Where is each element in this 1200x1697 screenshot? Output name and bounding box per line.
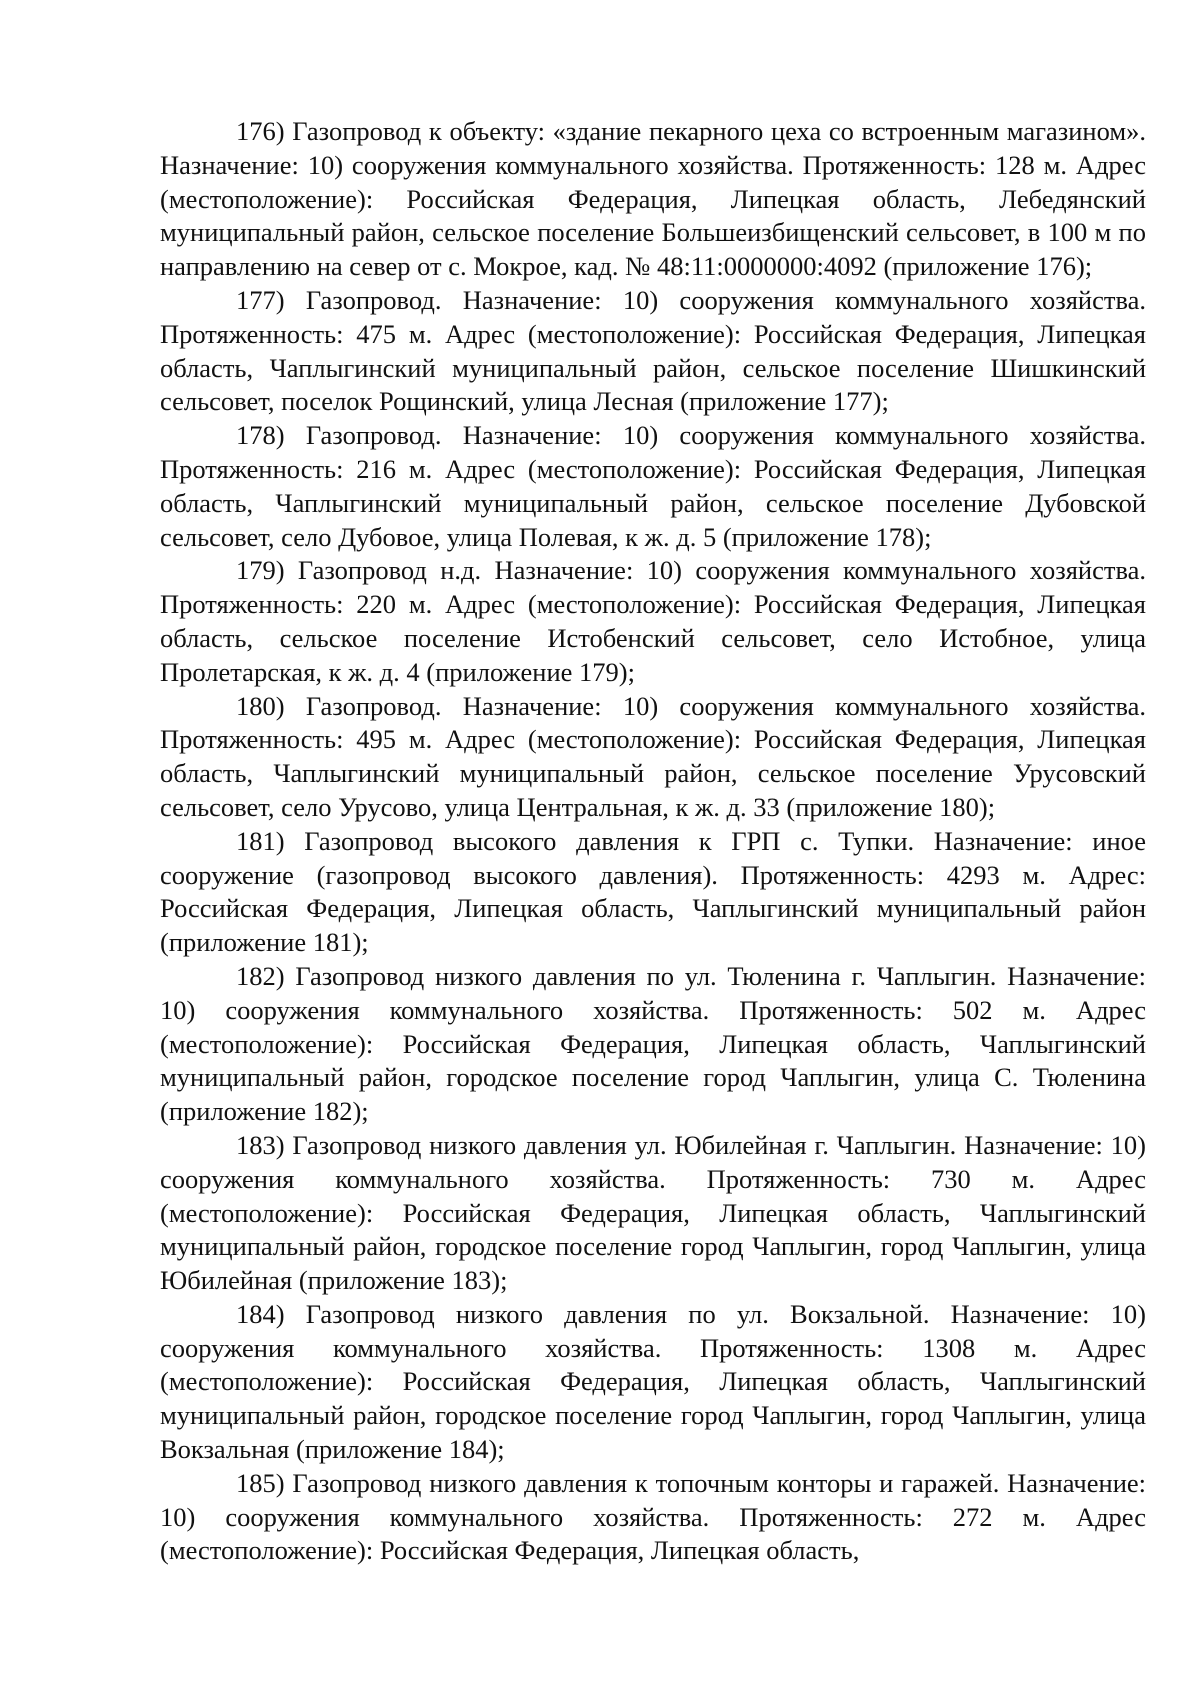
- document-body: [160, 115, 1146, 1568]
- list-item-179: 179) Газопровод н.д. Назначение: 10) сооружения коммунального хозяйства. Протяженность: 220 м. Адрес (местоположение): Российская Федерация, Липецкая область, сельское поселение Истобенский сельсовет, село Истобное, улица Пролетарская, к ж. д. 4 (приложение 179);: [160, 555, 1146, 687]
- list-item-180: 180) Газопровод. Назначение: 10) сооружения коммунального хозяйства. Протяженность: 495 м. Адрес (местоположение): Российская Федерация, Липецкая область, Чаплыгинский муниципальный район, сельское поселение Урусовский сельсовет, село Урусово, улица Центральная, к ж. д. 33 (приложение 180);: [160, 690, 1146, 822]
- list-item-184: 184) Газопровод низкого давления по ул. Вокзальной. Назначение: 10) сооружения коммунального хозяйства. Протяженность: 1308 м. Адрес (местоположение): Российская Федерация, Липецкая область, Чаплыгинский муниципальный район, городское поселение город Чаплыгин, город Чаплыгин, улица Вокзальная (приложение 184);: [160, 1298, 1146, 1465]
- list-item-176: 176) Газопровод к объекту: «здание пекарного цеха со встроенным магазином». Назначение: 10) сооружения коммунального хозяйства. Протяженность: 128 м. Адрес (местоположение): Российская Федерация, Липецкая область, Лебедянский муниципальный район, сельское поселение Большеизбищенский сельсовет, в 100 м по направлению на север от с. Мокрое, кад. № 48:11:0000000:4092 (приложение 176);: [160, 116, 1146, 282]
- list-item-182: 182) Газопровод низкого давления по ул. Тюленина г. Чаплыгин. Назначение: 10) сооружения коммунального хозяйства. Протяженность: 502 м. Адрес (местоположение): Российская Федерация, Липецкая область, Чаплыгинский муниципальный район, городское поселение город Чаплыгин, улица С. Тюленина (приложение 182);: [160, 960, 1146, 1127]
- list-item-185: 185) Газопровод низкого давления к топочным конторы и гаражей. Назначение: 10) сооружения коммунального хозяйства. Протяженность: 272 м. Адрес (местоположение): Российская Федерация, Липецкая область,: [160, 1467, 1146, 1566]
- list-item-178: 178) Газопровод. Назначение: 10) сооружения коммунального хозяйства. Протяженность: 216 м. Адрес (местоположение): Российская Федерация, Липецкая область, Чаплыгинский муниципальный район, сельское поселение Дубовской сельсовет, село Дубовое, улица Полевая, к ж. д. 5 (приложение 178);: [160, 420, 1146, 552]
- list-item-183: 183) Газопровод низкого давления ул. Юбилейная г. Чаплыгин. Назначение: 10) сооружения коммунального хозяйства. Протяженность: 730 м. Адрес (местоположение): Российская Федерация, Липецкая область, Чаплыгинский муниципальный район, городское поселение город Чаплыгин, город Чаплыгин, улица Юбилейная (приложение 183);: [160, 1129, 1146, 1296]
- list-item-181: 181) Газопровод высокого давления к ГРП с. Тупки. Назначение: иное сооружение (газопровод высокого давления). Протяженность: 4293 м. Адрес: Российская Федерация, Липецкая область, Чаплыгинский муниципальный район (приложение 181);: [160, 825, 1146, 958]
- list-item-177: 177) Газопровод. Назначение: 10) сооружения коммунального хозяйства. Протяженность: 475 м. Адрес (местоположение): Российская Федерация, Липецкая область, Чаплыгинский муниципальный район, сельское поселение Шишкинский сельсовет, поселок Рощинский, улица Лесная (приложение 177);: [160, 284, 1146, 417]
